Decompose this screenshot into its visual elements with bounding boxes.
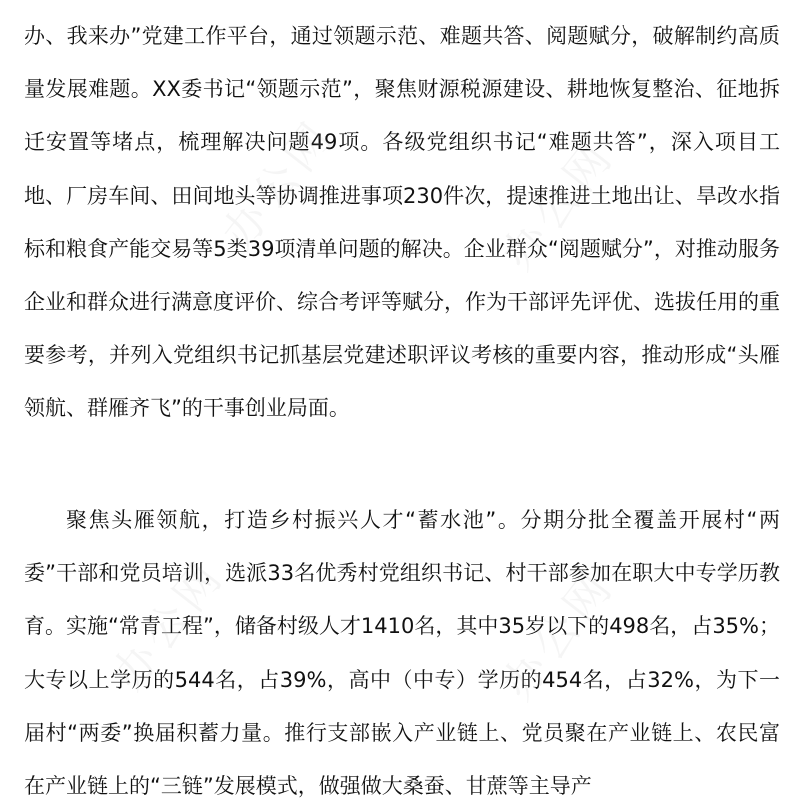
paragraph-2: 聚焦头雁领航，打造乡村振兴人才“蓄水池”。分期分批全覆盖开展村“两委”干部和党员培训，选派33名优秀村党组织书记、村干部参加在职大中专学历教育。实施“常青工程”，储备村级人才1410名，其中35岁以下的498名，占35%；大专以上学历的544名，占39%，高中（中专）学历的454名，占32%，为下一届村“两委”换届积蓄力量。推行支部嵌入产业链上、党员聚在产业链上、农民富在产业链上的“三链”发展模式，做强做大桑蚕、甘蔗等主导产 [24, 508, 780, 799]
watermark: 办公网 [102, 549, 235, 700]
watermark: 办公网 [492, 129, 625, 280]
watermark: 办公网 [492, 559, 625, 710]
watermark: 办公网 [212, 109, 345, 260]
paragraph-1: 办、我来办”党建工作平台，通过领题示范、难题共答、阅题赋分，破解制约高质量发展难题。XX委书记“领题示范”，聚焦财源税源建设、耕地恢复整治、征地拆迁安置等堵点，梳理解决问题49项。各级党组织书记“难题共答”，深入项目工地、厂房车间、田间地头等协调推进事项230件次，提速推进土地出让、旱改水指标和粮食产能交易等5类39项清单问题的解决。企业群众“阅题赋分”，对推动服务企业和群众进行满意度评价、综合考评等赋分，作为干部评先评优、选拔任用的重要参考，并列入党组织书记抓基层党建述职评议考核的重要内容，推动形成“头雁领航、群雁齐飞”的干事创业局面。 [24, 24, 780, 421]
